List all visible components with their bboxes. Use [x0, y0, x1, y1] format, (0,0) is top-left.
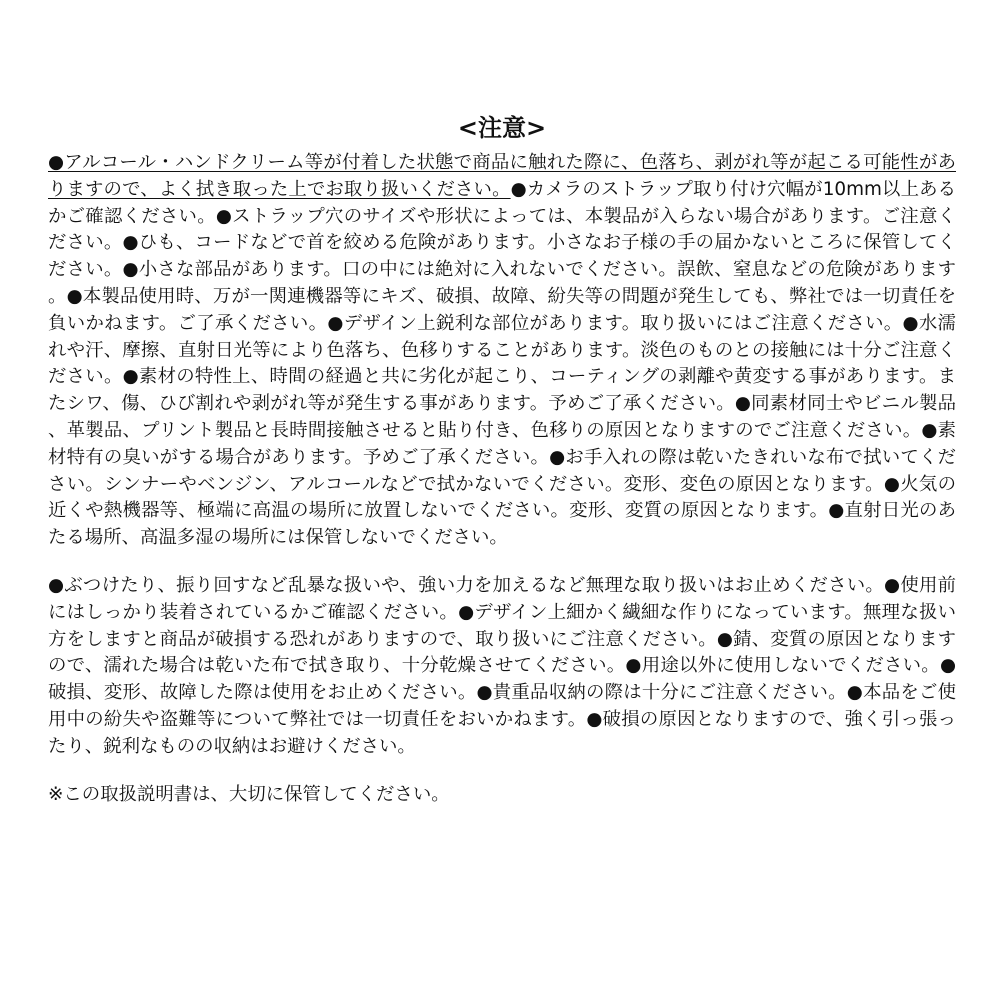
paragraph-gap — [48, 761, 956, 782]
caution-paragraph-1 — [48, 150, 956, 552]
caution-paragraph-2: ●ぶつけたり、振り回すなど乱暴な扱いや、強い力を加えるなど無理な取り扱いはお止めください。●使用前にはしっかり装着されているかご確認ください。●デザイン上細かく繊細な作りになっています。無理な扱い方をしますと商品が破損する恐れがありますので、取り扱いにご注意ください。●錆、変質の原因となりますので、濡れた場合は乾いた布で拭き取り、十分乾燥させてください。●用途以外に使用しないでください。●破損、変形、故障した際は使用をお止めください。●貴重品収納の際は十分にご注意ください。●本品をご使用中の紛失や盗難等について弊社では一切責任をおいかねます。●破損の原因となりますので、強く引っ張ったり、鋭利なものの収納はお避けください。 — [48, 574, 956, 757]
caution-text: ●カメラのストラップ取り付け穴幅が10mm以上あるかご確認ください。●ストラップ穴のサイズや形状によっては、本製品が入らない場合があります。ご注意ください。●ひも、コードなどで首を絞める危険があります。小さなお子様の手の届かないところに保管してください。●小さな部品があります。口の中には絶対に入れないでください。誤飲、窒息などの危険があります。●本製品使用時、万が一関連機器等にキズ、破損、故障、紛失等の問題が発生しても、弊社では一切責任を負いかねます。ご了承ください。●デザイン上鋭利な部位があります。取り扱いにはご注意ください。●水濡れや汗、摩擦、直射日光等により色落ち、色移りすることがあります。淡色のものとの接触には十分ご注意ください。●素材の特性上、時間の経過と共に劣化が起こり、コーティングの剥離や黄変する事があります。またシワ、傷、ひび割れや剥がれ等が発生する事があります。予めご了承ください。●同素材同士やビニル製品、革製品、プリント製品と長時間接触させると貼り付き、色移りの原因となりますのでご注意ください。●素材特有の臭いがする場合があります。予めご了承ください。●お手入れの際は乾いたきれいな布で拭いてください。シンナーやベンジン、アルコールなどで拭かないでください。変形、変色の原因となります。●火気の近くや熱機器等、極端に高温の場所に放置しないでください。変形、変質の原因となります。●直射日光のあたる場所、高温多湿の場所には保管しないでください。 — [48, 178, 956, 549]
caution-document — [48, 110, 956, 808]
footnote: ※この取扱説明書は、大切に保管してください。 — [48, 783, 450, 805]
caution-underlined-text: ●アルコール・ハンドクリーム等が付着した状態で商品に触れた際に、色落ち、剥がれ等が起こる可能性がありますので、よく拭き取った上でお取り扱いください。 — [48, 152, 956, 200]
document-title: <注意> — [457, 114, 547, 142]
paragraph-gap — [48, 552, 956, 573]
